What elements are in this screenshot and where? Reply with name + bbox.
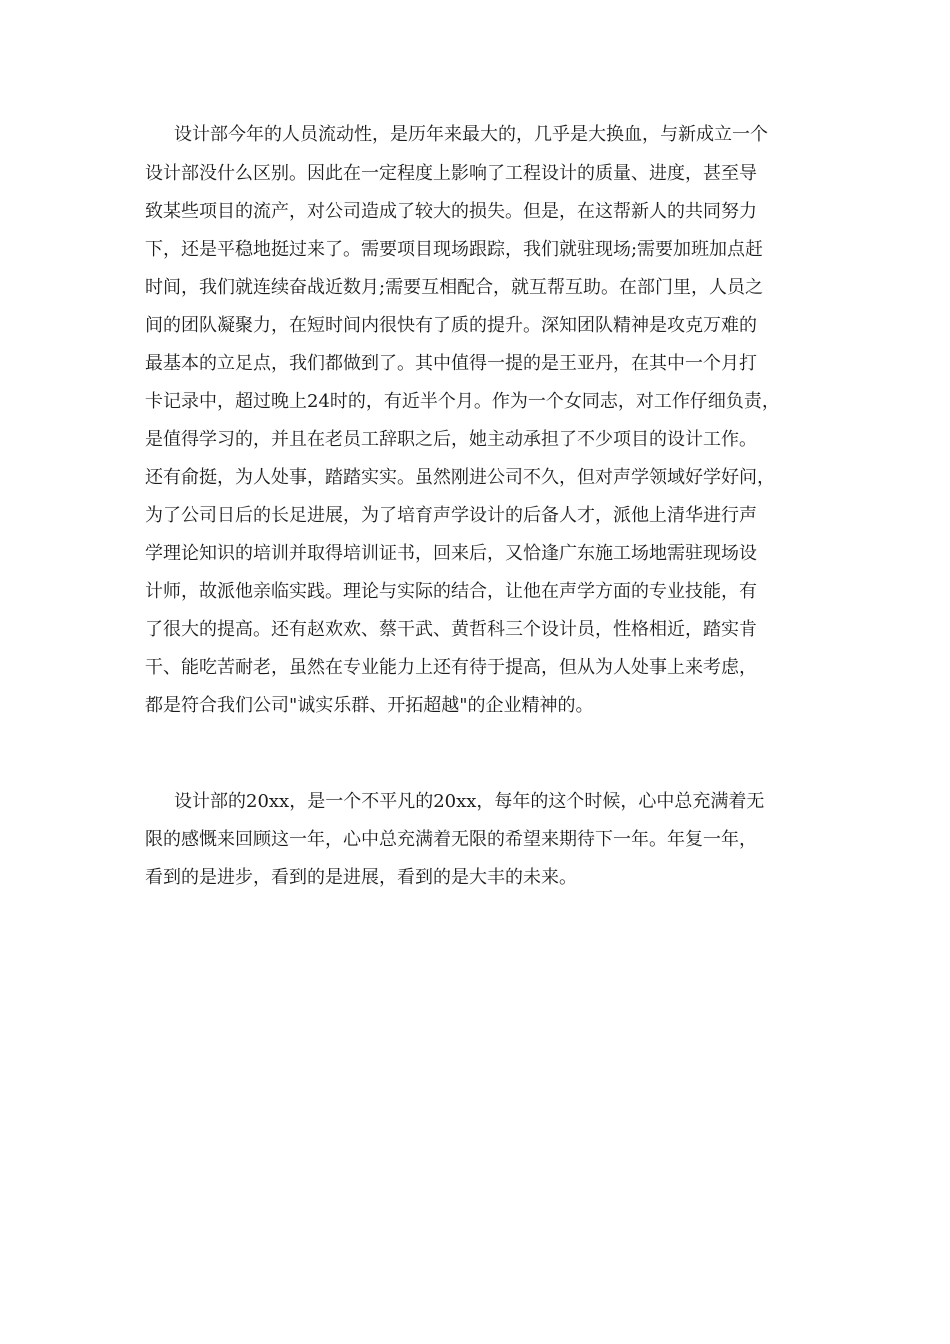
paragraph-1-line: 设计部没什么区别。因此在一定程度上影响了工程设计的质量、进度，甚至导 [145,163,757,184]
paragraph-1-line: 为了公司日后的长足进展，为了培育声学设计的后备人才，派他上清华进行声 [145,505,757,526]
paragraph-1-line: 是值得学习的，并且在老员工辞职之后，她主动承担了不少项目的设计工作。 [145,429,757,450]
paragraph-2-line: 设计部的20xx，是一个不平凡的20xx，每年的这个时候，心中总充满着无 [174,791,765,812]
paragraph-2-line: 看到的是进步，看到的是进展，看到的是大丰的未来。 [145,867,577,888]
paragraph-1-line: 下，还是平稳地挺过来了。需要项目现场跟踪，我们就驻现场;需要加班加点赶 [145,239,764,260]
paragraph-1-line: 还有俞挺，为人处事，踏踏实实。虽然刚进公司不久，但对声学领域好学好问， [145,467,775,488]
paragraph-1-line: 了很大的提高。还有赵欢欢、蔡干武、黄哲科三个设计员，性格相近，踏实肯 [145,619,757,640]
paragraph-1-line: 最基本的立足点，我们都做到了。其中值得一提的是王亚丹，在其中一个月打 [145,353,757,374]
paragraph-1-line: 设计部今年的人员流动性，是历年来最大的，几乎是大换血，与新成立一个 [174,124,768,145]
paragraph-1-line: 致某些项目的流产，对公司造成了较大的损失。但是，在这帮新人的共同努力 [145,201,757,222]
paragraph-1-line: 卡记录中，超过晚上24时的，有近半个月。作为一个女同志，对工作仔细负责， [145,391,780,412]
paragraph-1-line: 计师，故派他亲临实践。理论与实际的结合，让他在声学方面的专业技能，有 [145,581,757,602]
paragraph-1-line: 学理论知识的培训并取得培训证书，回来后，又恰逢广东施工场地需驻现场设 [145,543,757,564]
paragraph-1-line: 都是符合我们公司"诚实乐群、开拓超越"的企业精神的。 [145,695,594,716]
paragraph-1-line: 干、能吃苦耐老，虽然在专业能力上还有待于提高，但从为人处事上来考虑， [145,657,757,678]
paragraph-2-line: 限的感慨来回顾这一年，心中总充满着无限的希望来期待下一年。年复一年， [145,829,757,850]
paragraph-1-line: 时间，我们就连续奋战近数月;需要互相配合，就互帮互助。在部门里，人员之 [145,277,764,298]
paragraph-1-line: 间的团队凝聚力，在短时间内很快有了质的提升。深知团队精神是攻克万难的 [145,315,757,336]
